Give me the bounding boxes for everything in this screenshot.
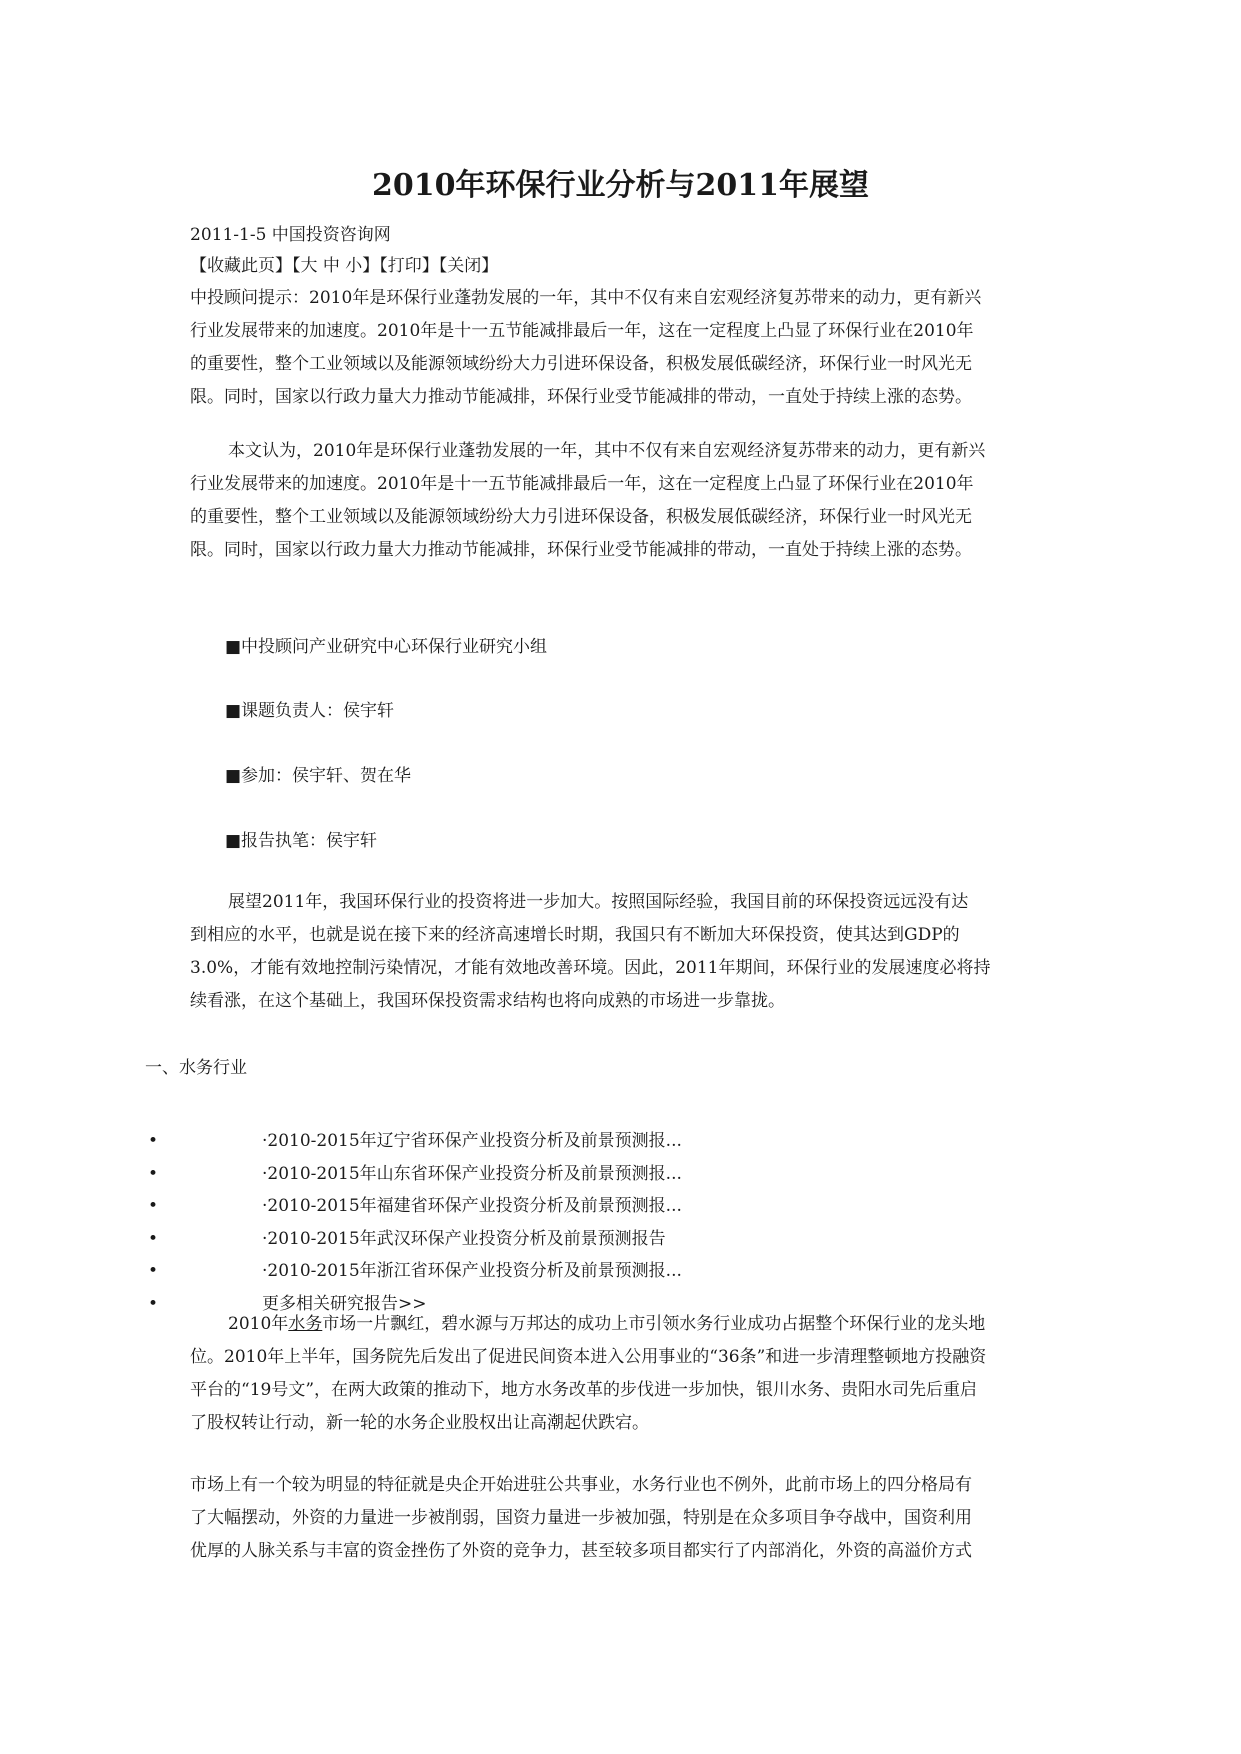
- outlook-line: 3.0%，才能有效地控制污染情况，才能有效地改善环境。因此，2011年期间，环保行业的发展速度必将持: [190, 958, 991, 978]
- credit-author: ■报告执笔：侯宇轩: [225, 831, 378, 851]
- water-line: 平台的“19号文”，在两大政策的推动下，地方水务改革的步伐进一步加快，银川水务、贵阳水司先后重启: [190, 1380, 978, 1400]
- water-line: 了股权转让行动，新一轮的水务企业股权出让高潮起伏跌宕。: [190, 1413, 649, 1433]
- credit-lead: ■课题负责人：侯宇轩: [225, 701, 395, 721]
- credit-team: ■中投顾问产业研究中心环保行业研究小组: [225, 637, 548, 657]
- intro-line: 行业发展带来的加速度。2010年是十一五节能减排最后一年，这在一定程度上凸显了环保行业在2010年: [190, 474, 974, 494]
- related-report-link[interactable]: ·2010-2015年山东省环保产业投资分析及前景预测报...: [262, 1163, 682, 1184]
- summary-line: 限。同时，国家以行政力量大力推动节能减排，环保行业受节能减排的带动，一直处于持续上涨的态势。: [190, 387, 972, 407]
- bullet-icon: •: [147, 1293, 159, 1314]
- intro-paragraph: [190, 435, 1056, 567]
- outlook-line: 续看涨，在这个基础上，我国环保投资需求结构也将向成熟的市场进一步靠拢。: [190, 991, 785, 1011]
- summary-line: 行业发展带来的加速度。2010年是十一五节能减排最后一年，这在一定程度上凸显了环保行业在2010年: [190, 321, 974, 341]
- credit-members: ■参加：侯宇轩、贺在华: [225, 766, 412, 786]
- summary-paragraph: [190, 282, 1056, 414]
- summary-line: 中投顾问提示：2010年是环保行业蓬勃发展的一年，其中不仅有来自宏观经济复苏带来的动力，更有新兴: [190, 288, 982, 308]
- related-report-link[interactable]: ·2010-2015年武汉环保产业投资分析及前景预测报告: [262, 1228, 666, 1249]
- bullet-icon: •: [147, 1163, 159, 1184]
- more-reports-link[interactable]: 更多相关研究报告>>: [262, 1293, 427, 1314]
- section-heading-water: 一、水务行业: [145, 1058, 247, 1078]
- related-report-link[interactable]: ·2010-2015年福建省环保产业投资分析及前景预测报...: [262, 1196, 682, 1216]
- intro-line: 的重要性，整个工业领域以及能源领域纷纷大力引进环保设备，积极发展低碳经济，环保行业一时风光无: [190, 507, 972, 527]
- market-paragraph: [190, 1469, 1056, 1568]
- bullet-icon: •: [147, 1131, 159, 1151]
- related-report-link[interactable]: ·2010-2015年辽宁省环保产业投资分析及前景预测报...: [262, 1131, 682, 1151]
- market-line: 优厚的人脉关系与丰富的资金挫伤了外资的竞争力，甚至较多项目都实行了内部消化，外资的高溢价方式: [190, 1541, 972, 1561]
- market-line: 市场上有一个较为明显的特征就是央企开始进驻公共事业，水务行业也不例外，此前市场上的四分格局有: [190, 1475, 972, 1495]
- outlook-line: 到相应的水平，也就是说在接下来的经济高速增长时期，我国只有不断加大环保投资，使其达到GDP的: [190, 925, 960, 945]
- date-source: 2011-1-5 中国投资咨询网: [190, 225, 391, 245]
- bullet-icon: •: [147, 1228, 159, 1249]
- market-line: 了大幅摆动，外资的力量进一步被削弱，国资力量进一步被加强，特别是在众多项目争夺战中，国资利用: [190, 1508, 972, 1528]
- summary-line: 的重要性，整个工业领域以及能源领域纷纷大力引进环保设备，积极发展低碳经济，环保行业一时风光无: [190, 354, 972, 374]
- related-report-link[interactable]: ·2010-2015年浙江省环保产业投资分析及前景预测报...: [262, 1261, 682, 1281]
- water-affairs-link[interactable]: 水务: [288, 1314, 323, 1334]
- bullet-icon: •: [147, 1261, 159, 1281]
- page-title: 2010年环保行业分析与2011年展望: [372, 168, 869, 203]
- intro-line: 限。同时，国家以行政力量大力推动节能减排，环保行业受节能减排的带动，一直处于持续上涨的态势。: [190, 540, 972, 560]
- outlook-paragraph: [190, 886, 1056, 1018]
- outlook-line: 展望2011年，我国环保行业的投资将进一步加大。按照国际经验，我国目前的环保投资远远没有达: [228, 892, 969, 912]
- bullet-icon: •: [147, 1196, 159, 1216]
- water-paragraph: [190, 1308, 1056, 1440]
- water-line-rest: 市场一片飘红，碧水源与万邦达的成功上市引领水务行业成功占据整个环保行业的龙头地: [322, 1314, 986, 1334]
- water-line: 位。2010年上半年，国务院先后发出了促进民间资本进入公用事业的“36条”和进一步清理整顿地方投融资: [190, 1347, 987, 1367]
- intro-line: 本文认为，2010年是环保行业蓬勃发展的一年，其中不仅有来自宏观经济复苏带来的动力，更有新兴: [228, 441, 986, 461]
- water-line-prefix: 2010年: [228, 1314, 289, 1334]
- water-line: [190, 1308, 1056, 1341]
- page-actions[interactable]: 【收藏此页】【大 中 小】【打印】【关闭】: [190, 256, 499, 276]
